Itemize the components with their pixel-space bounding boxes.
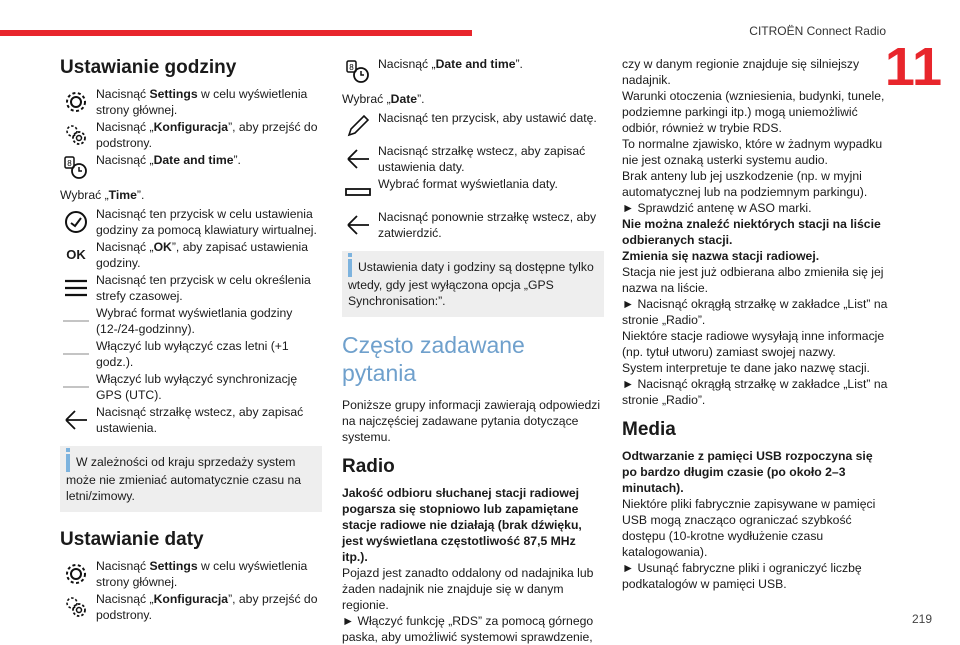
instruction-step	[342, 56, 604, 88]
media-question-1: Odtwarzanie z pamięci USB rozpoczyna się po bardzo długim czasie (po około 2–3 minutach).	[622, 449, 873, 495]
instruction-step	[342, 209, 604, 241]
step-text: Nacisnąć ten przycisk w celu ustawienia godziny za pomocą klawiatury wirtualnej.	[96, 207, 317, 237]
instruction-step	[60, 305, 322, 337]
rect-icon	[342, 176, 374, 208]
column-middle	[342, 56, 604, 645]
settings-icon	[60, 558, 92, 590]
column-left	[60, 56, 322, 624]
header-accent-bar	[0, 30, 472, 36]
choose-time-line: Wybrać „Time”.	[60, 188, 145, 202]
step-text: Nacisnąć „OK”, aby zapisać ustawienia godziny.	[96, 240, 309, 270]
step-text: Nacisnąć „Konfiguracja”, aby przejść do podstrony.	[96, 120, 318, 150]
radio-title: Radio	[342, 456, 395, 477]
menu-icon	[60, 272, 92, 304]
column-right	[622, 56, 888, 592]
instruction-step	[60, 558, 322, 590]
step-text: Nacisnąć strzałkę wstecz, aby zapisać ustawienia.	[96, 405, 304, 435]
instruction-step	[60, 591, 322, 623]
svg-text:8: 8	[67, 159, 72, 168]
line-icon	[60, 371, 92, 403]
choose-date-line: Wybrać „Date”.	[342, 92, 425, 106]
faq-intro: Poniższe grupy informacji zawierają odpowiedzi na najczęściej zadawane pytania dotyczące systemu.	[342, 398, 601, 444]
radio-answer-3-2: ► Nacisnąć okrągłą strzałkę w zakładce „List” na stronie „Radio”.	[622, 297, 888, 327]
step-text: Wybrać format wyświetlania godziny (12-/24-godzinny).	[96, 306, 293, 336]
instruction-step	[342, 110, 604, 142]
radio-question-3: Zmienia się nazwa stacji radiowej.	[622, 249, 820, 263]
radio-cont-1: czy w danym regionie znajduje się silniejszy nadajnik.	[622, 57, 860, 87]
section-title-date: Ustawianie daty	[60, 529, 204, 550]
media-title: Media	[622, 419, 676, 440]
config-icon	[60, 119, 92, 151]
back-arrow-icon	[342, 209, 374, 241]
instruction-step	[342, 143, 604, 175]
instruction-step	[60, 404, 322, 436]
page-number: 219	[911, 612, 932, 626]
media-answer-2: ► Usunąć fabryczne pliki i ograniczyć liczbę podkatalogów w pamięci USB.	[622, 561, 862, 591]
faq-title: Często zadawane pytania	[342, 332, 525, 386]
header-title: CITROËN Connect Radio	[749, 24, 886, 38]
info-icon	[348, 259, 352, 277]
step-text: Nacisnąć „Date and time”.	[96, 153, 241, 167]
step-text: Nacisnąć Settings w celu wyświetlenia strony głównej.	[96, 559, 308, 589]
instruction-step	[60, 272, 322, 304]
radio-answer-1: Pojazd jest zanadto oddalony od nadajnika lub żaden nadajnik nie znajduje się w danym regionie.	[342, 566, 594, 612]
radio-answer-3-5: ► Nacisnąć okrągłą strzałkę w zakładce „List” na stronie „Radio”.	[622, 377, 888, 407]
back-arrow-icon	[342, 143, 374, 175]
info-icon	[66, 454, 70, 472]
line-icon	[60, 305, 92, 337]
svg-text:8: 8	[349, 63, 354, 72]
step-text: Nacisnąć strzałkę wstecz, aby zapisać ustawienia daty.	[378, 144, 586, 174]
radio-cont-4: Brak anteny lub jej uszkodzenie (np. w myjni automatycznej lub na podziemnym parkingu).	[622, 169, 868, 199]
radio-answer-3-3: Niektóre stacje radiowe wysyłają inne informacje (np. tytuł utworu) zamiast swojej nazwy.	[622, 329, 885, 359]
radio-answer-3-1: Stacja nie jest już odbierana albo zmieniła się jej nazwa na liście.	[622, 265, 884, 295]
step-text: Nacisnąć „Konfiguracja”, aby przejść do podstrony.	[96, 592, 318, 622]
step-text: Nacisnąć „Date and time”.	[378, 57, 523, 71]
radio-cont-3: To normalne zjawisko, które w żadnym wypadku nie jest oznaką usterki systemu audio.	[622, 137, 883, 167]
step-text: Włączyć lub wyłączyć czas letni (+1 godz.).	[96, 339, 289, 369]
step-text: Nacisnąć ten przycisk w celu określenia strefy czasowej.	[96, 273, 311, 303]
radio-cont-2: Warunki otoczenia (wzniesienia, budynki, tunele, podziemne parkingi itp.) mogą uniemożliwić odbiór, również w trybie RDS.	[622, 89, 885, 135]
back-arrow-icon	[60, 404, 92, 436]
instruction-step	[60, 371, 322, 403]
step-text: Nacisnąć Settings w celu wyświetlenia strony głównej.	[96, 87, 308, 117]
pencil-icon	[342, 110, 374, 142]
line-icon	[60, 338, 92, 370]
instruction-step	[60, 119, 322, 151]
media-answer-1: Niektóre pliki fabrycznie zapisywane w pamięci USB mogą znacząco ograniczać szybkość dostępu (10-krotne wydłużenie czasu katalogowania).	[622, 497, 876, 559]
radio-cont-5: ► Sprawdzić antenę w ASO marki.	[622, 201, 812, 215]
section-title-time: Ustawianie godziny	[60, 57, 237, 78]
info-box-gps: Ustawienia daty i godziny są dostępne tylko wtedy, gdy jest wyłączona opcja „GPS Synchronisation:”.	[342, 251, 604, 317]
instruction-step	[60, 206, 322, 238]
instruction-step	[60, 86, 322, 118]
chapter-number: 11	[884, 37, 942, 97]
instruction-step	[60, 338, 322, 370]
step-text: Wybrać format wyświetlania daty.	[378, 177, 558, 191]
instruction-step	[60, 239, 322, 271]
clock-app-icon	[60, 152, 92, 184]
radio-question-2: Nie można znaleźć niektórych stacji na liście odbieranych stacji.	[622, 217, 881, 247]
clock-icon	[60, 206, 92, 238]
radio-answer-3-4: System interpretuje te dane jako nazwę stacji.	[622, 361, 870, 375]
radio-question-1: Jakość odbioru słuchanej stacji radiowej pogarsza się stopniowo lub zapamiętane stacje radiowe nie działają (brak dźwięku, jest wyświetlana częstotliwość 87,5 MHz itp.).	[342, 486, 582, 564]
clock-app-icon	[342, 56, 374, 88]
step-text: Nacisnąć ten przycisk, aby ustawić datę.	[378, 111, 597, 125]
step-text: Nacisnąć ponownie strzałkę wstecz, aby zatwierdzić.	[378, 210, 597, 240]
settings-icon	[60, 86, 92, 118]
instruction-step	[60, 152, 322, 184]
ok-icon: OK	[66, 247, 86, 262]
instruction-step	[342, 176, 604, 208]
info-box-dst: W zależności od kraju sprzedaży system może nie zmieniać automatycznie czasu na letni/zimowy.	[60, 446, 322, 512]
step-text: Włączyć lub wyłączyć synchronizację GPS (UTC).	[96, 372, 298, 402]
radio-action-1: ► Włączyć funkcję „RDS” za pomocą górnego paska, aby umożliwić systemowi sprawdzenie,	[342, 614, 594, 644]
config-icon	[60, 591, 92, 623]
